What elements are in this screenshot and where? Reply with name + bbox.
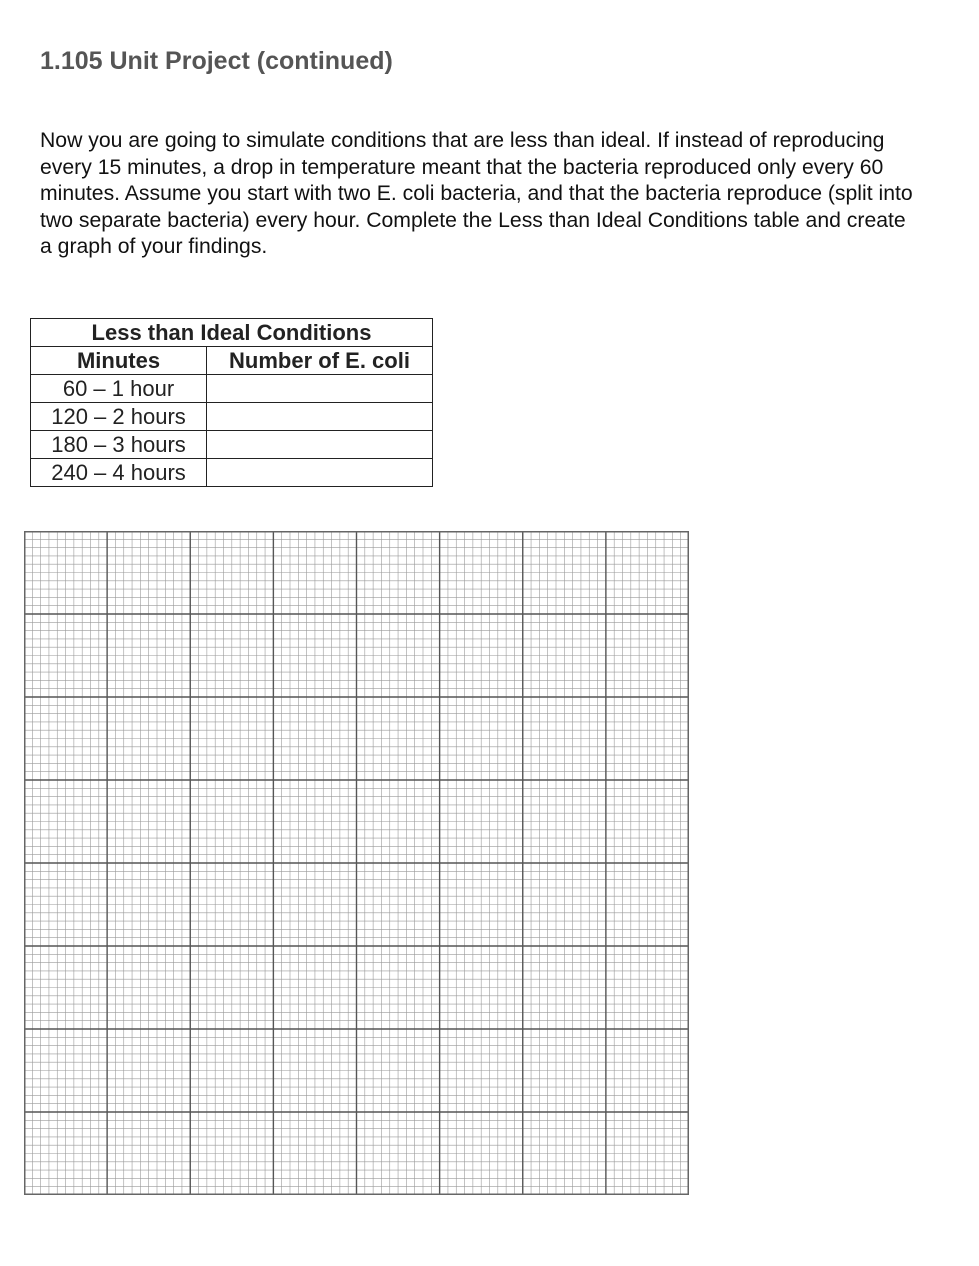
header-number-of-e-coli: Number of E. coli <box>207 347 433 375</box>
less-than-ideal-table <box>30 318 433 487</box>
count-cell[interactable] <box>207 375 433 403</box>
instructions-paragraph: Now you are going to simulate conditions that are less than ideal. If instead of reproducing every 15 minutes, a drop in temperature meant that the bacteria reproduced only every 60 minutes. Assume you start with two E. coli bacteria, and that the bacteria reproduce (split into two separate bacteria) every hour. Complete the Less than Ideal Conditions table and create a graph of your findings. <box>40 129 913 259</box>
count-cell[interactable] <box>207 403 433 431</box>
count-cell[interactable] <box>207 459 433 487</box>
table-caption-row <box>31 319 433 347</box>
table-row <box>31 403 433 431</box>
minutes-cell: 60 – 1 hour <box>31 375 207 403</box>
graph-paper[interactable] <box>24 531 689 1195</box>
minutes-cell: 240 – 4 hours <box>31 459 207 487</box>
header-minutes: Minutes <box>31 347 207 375</box>
minutes-cell: 180 – 3 hours <box>31 431 207 459</box>
table-row <box>31 459 433 487</box>
table-caption: Less than Ideal Conditions <box>31 319 433 347</box>
page-title: 1.105 Unit Project (continued) <box>40 47 393 75</box>
table-row <box>31 431 433 459</box>
minutes-cell: 120 – 2 hours <box>31 403 207 431</box>
table-header-row <box>31 347 433 375</box>
count-cell[interactable] <box>207 431 433 459</box>
table-row <box>31 375 433 403</box>
